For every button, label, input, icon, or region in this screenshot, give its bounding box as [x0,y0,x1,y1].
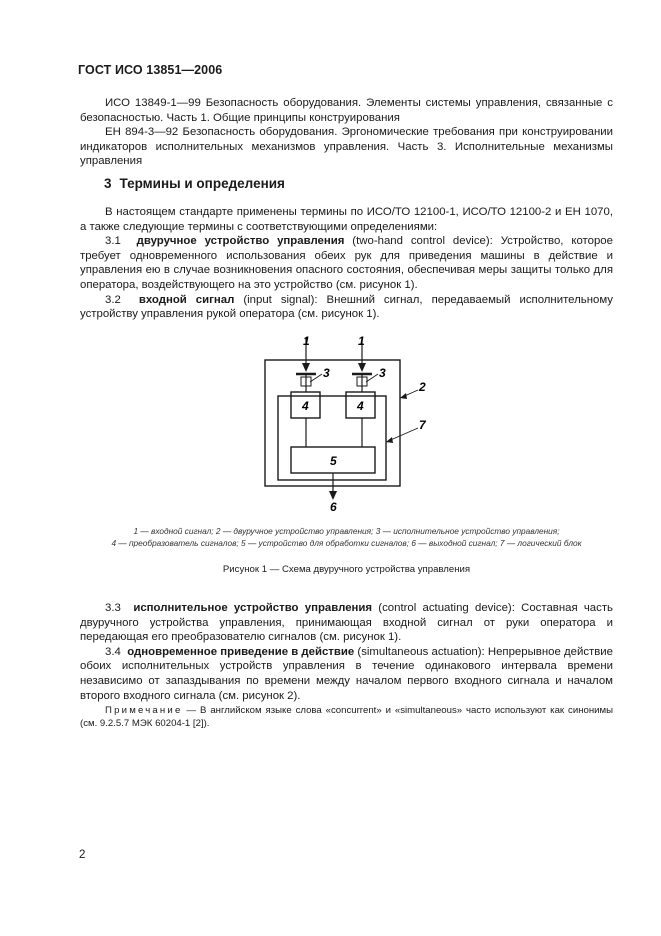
two-hand-control-diagram [250,330,440,515]
figure-caption: Рисунок 1 — Схема двуручного устройства управления [222,564,471,575]
term-definition [80,234,613,292]
document-header: ГОСТ ИСО 13851—2006 [78,63,223,77]
term-number: 3.2 [105,293,121,306]
term-number: 3.3 [105,602,121,614]
label-logic: 7 [419,418,426,432]
term-number: 3.1 [105,235,121,248]
section-number: 3 [104,176,112,191]
section-heading [104,176,293,191]
term-number: 3.4 [105,645,121,658]
label-device: 2 [419,380,426,394]
reference-item: ЕН 894-3—92 Безопасность оборудования. Эргономические требования при конструировании индикаторов исполнительных механизмов управления. Часть 3. Исполнительные механизмы управления [80,126,613,168]
term-text: (simultaneous actuation): Непрерывное действие обоих исполнительных устройств управления в течение одинакового интервала времени независимо от запаздывания по времени между началом первого входного сигнала и началом второго входного сигнала (см. рисунок 2). [80,645,613,702]
section-intro: В настоящем стандарте применены термины по ИСО/ТО 12100-1, ИСО/ТО 12100-2 и ЕН 1070, а также следующие термины с соответствующими определениями: [80,206,613,233]
term-definition [80,645,613,703]
input-arrowhead-right [358,363,366,372]
note-text: — В английском языке слова «concurrent» и «simultaneous» часто используют как синонимы (см. 9.2.5.7 МЭК 60204-1 [2]). [80,705,613,729]
term-name: входной сигнал [138,293,235,306]
label-converter-left: 4 [302,399,309,413]
output-arrowhead [329,491,337,500]
definitions-block [80,205,613,322]
term-definition [80,293,613,322]
figure-legend [80,525,613,549]
term-name: двуручное устройство управления [136,235,345,248]
reference-item: ИСО 13849-1—99 Безопасность оборудования. Элементы системы управления, связанные с безопасностью. Часть 1. Общие принципы конструирования [80,97,613,124]
label-input-right: 1 [358,334,365,348]
term-text: (two-hand control device): Устройство, которое требует одновременного использования обеих рук для приведения машины в действие и управления ею в случае возникновения опасного состояния, обеспечивая меры защиты только для оператора, воздействующего на это устройство (см. рисунок 1). [80,235,613,291]
label-actuator-left: 3 [323,366,330,380]
term-text: (control actuating device): Составная часть двуручного устройства управления, принимающая входной сигнал от руки оператора и передающая его преобразователю сигналов (см. рисунок 1). [80,602,613,644]
definitions-block-2 [80,601,613,703]
normative-references [80,96,613,169]
legend-line: 1 — входной сигнал; 2 — двуручное устройство управления; 3 — исполнительное устройство управления; [133,526,560,536]
term-name: одновременное приведение в действие [127,645,355,658]
label-converter-right: 4 [357,399,364,413]
label-input-left: 1 [303,334,310,348]
term-definition [80,601,613,645]
label-actuator-right: 3 [379,366,386,380]
term-name: исполнительное устройство управления [133,602,373,614]
input-arrowhead-left [302,363,310,372]
label-output: 6 [330,500,337,514]
legend-line: 4 — преобразователь сигналов; 5 — устройство для обработки сигналов; 6 — выходной сигнал; 7 — логический блок [111,538,582,548]
label-processing: 5 [330,454,337,468]
page-number: 2 [79,849,86,861]
section-title: Термины и определения [119,176,285,191]
note-label: Примечание [105,705,183,716]
note-block [80,704,613,730]
term-text: (input signal): Внешний сигнал, передаваемый исполнительному устройству управления рукой оператора (см. рисунок 1). [80,293,613,321]
